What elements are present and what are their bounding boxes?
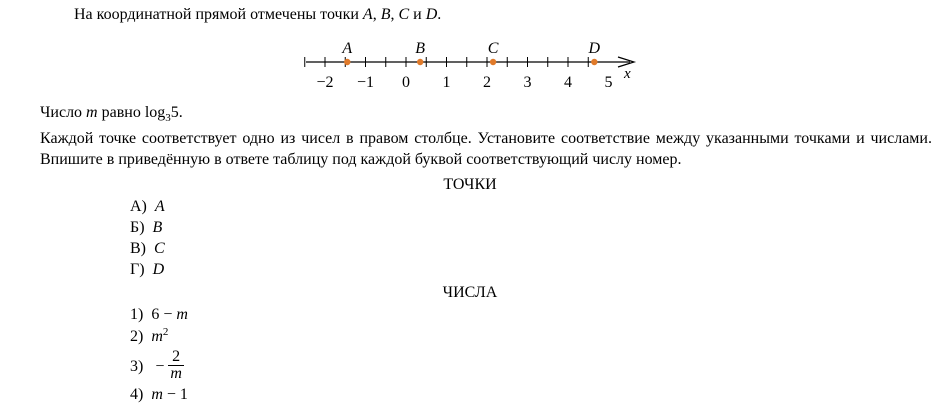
tick-label: 0 [402, 74, 410, 91]
point-label-b: B [415, 40, 426, 57]
number-option-1 [130, 306, 188, 324]
tick-label: −2 [316, 74, 334, 91]
tick-label: 1 [442, 74, 451, 91]
m-prefix: Число [40, 104, 87, 121]
point-item [130, 261, 164, 279]
intro-conj: и [409, 6, 426, 23]
point-item-name: B [152, 219, 163, 236]
point-item-prefix: Г) [130, 261, 145, 278]
log-argument: 5. [170, 104, 183, 121]
tick-label: 2 [483, 74, 491, 91]
m-variable: m [86, 104, 98, 121]
number-option-4 [130, 386, 188, 404]
instruction-text: Каждой точке соответствует одно из чисел в правом столбце. Установите соответствие между указанными точками и числами. Впишите в приведённую в ответе таблицу под каждой буквой соответствующий числу номер. [40, 130, 932, 168]
point-item-name: C [154, 240, 165, 257]
point-marker-c [490, 59, 496, 65]
option-number: 1) [130, 306, 144, 323]
tick-label: −1 [356, 74, 375, 91]
point-item [130, 198, 165, 216]
option-minus: − [155, 358, 165, 375]
option-number: 4) [130, 386, 144, 403]
point-label-a: A [342, 40, 353, 57]
tick-label: 5 [604, 74, 613, 91]
point-marker-d [591, 59, 597, 65]
tick-label: 3 [523, 74, 532, 91]
log-function: log [144, 104, 166, 121]
point-item [130, 240, 165, 258]
option-number: 2) [130, 328, 144, 345]
intro-text [74, 6, 441, 24]
intro-prefix: На координатной прямой отмечены точки [74, 6, 363, 23]
fraction-numerator: 2 [172, 347, 181, 365]
point-item [130, 219, 162, 237]
m-mid: равно [97, 104, 145, 121]
intro-end: . [437, 6, 442, 23]
option-variable: m [151, 328, 163, 345]
number-line [300, 36, 650, 96]
intro-point-a: A [362, 6, 373, 23]
intro-point-d: D [425, 6, 438, 23]
intro-sep: , [372, 6, 381, 23]
point-label-d: D [588, 40, 601, 57]
tick-label: 4 [564, 74, 572, 91]
intro-point-b: B [380, 6, 391, 23]
point-item-prefix: А) [130, 198, 147, 215]
option-fraction [168, 349, 184, 382]
option-variable: m [151, 386, 163, 403]
intro-point-c: C [398, 6, 410, 23]
point-item-prefix: Б) [130, 219, 145, 236]
log-base: 3 [165, 112, 171, 124]
option-expr: − 1 [162, 386, 188, 403]
intro-sep: , [390, 6, 399, 23]
point-item-name: A [154, 198, 165, 215]
option-variable: m [176, 306, 188, 323]
option-exponent: 2 [162, 326, 169, 338]
point-item-name: D [152, 261, 165, 278]
point-label-c: C [487, 40, 499, 57]
option-number: 3) [130, 358, 144, 375]
axis-variable-label: x [624, 66, 631, 82]
number-option-2 [130, 328, 168, 347]
points-header: ТОЧКИ [443, 176, 497, 193]
point-marker-b [417, 59, 423, 65]
numbers-header: ЧИСЛА [442, 284, 498, 301]
point-item-prefix: В) [130, 240, 146, 257]
point-marker-a [344, 59, 350, 65]
fraction-denominator: m [170, 364, 182, 382]
m-definition [40, 104, 183, 123]
option-expr: 6 − [151, 306, 177, 323]
number-option-3 [130, 347, 184, 387]
